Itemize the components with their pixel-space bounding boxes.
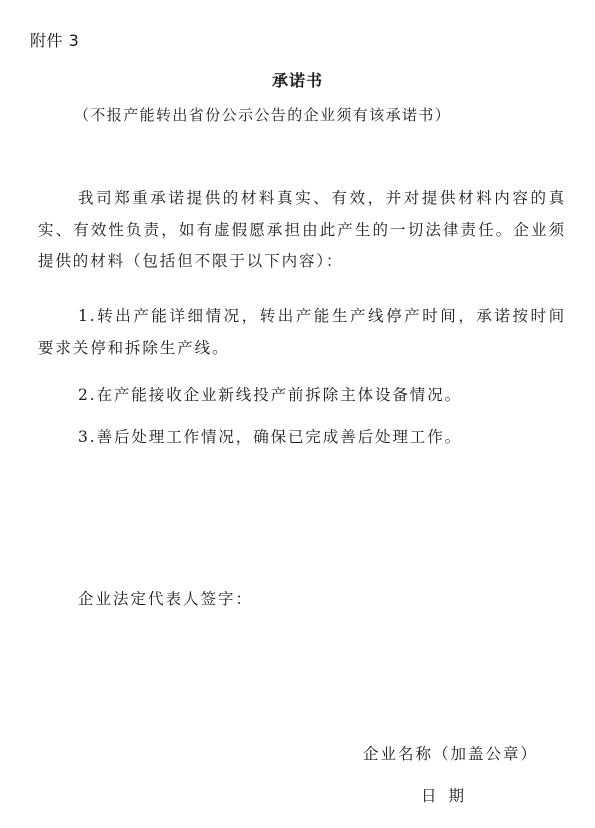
date-label: 日期 [421, 787, 477, 805]
list-item: 1.转出产能详细情况，转出产能生产线停产时间，承诺按时间要求关停和拆除生产线。 [38, 307, 566, 357]
intro-paragraph: 我司郑重承诺提供的材料真实、有效，并对提供材料内容的真实、有效性负责，如有虚假愿承担由此产生的一切法律责任。企业须提供的材料（包括但不限于以下内容）： [38, 189, 566, 270]
list-item: 2.在产能接收企业新线投产前拆除主体设备情况。 [78, 386, 462, 404]
list-item: 3.善后处理工作情况，确保已完成善后处理工作。 [78, 428, 462, 446]
document-title: 承诺书 [271, 71, 323, 90]
attachment-label: 附件 3 [30, 31, 80, 50]
signature-label: 企业法定代表人签字： [78, 590, 254, 608]
company-name-label: 企业名称（加盖公章） [363, 745, 539, 763]
document-subtitle: （不报产能转出省份公示公告的企业须有该承诺书） [74, 106, 452, 124]
